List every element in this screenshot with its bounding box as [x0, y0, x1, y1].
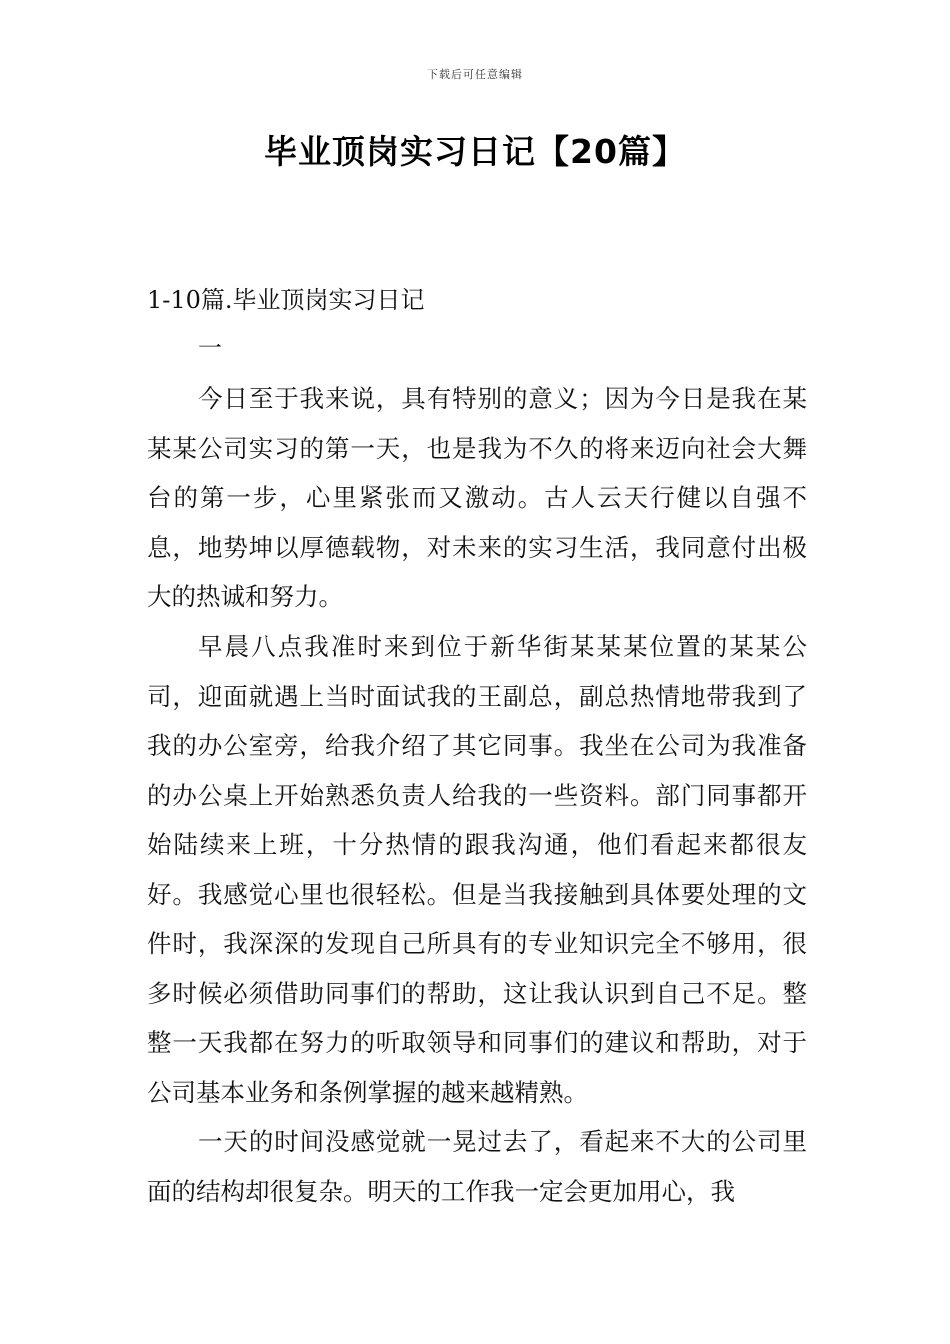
paragraph: 早晨八点我准时来到位于新华街某某某位置的某某公司，迎面就遇上当时面试我的王副总，副总热情地带我到了我的办公室旁，给我介绍了其它同事。我坐在公司为我准备的办公桌上开始熟悉负责人给我的一些资料。部门同事都开始陆续来上班，十分热情的跟我沟通，他们看起来都很友好。我感觉心里也很轻松。但是当我接触到具体要处理的文件时，我深深的发现自己所具有的专业知识完全不够用，很多时候必须借助同事们的帮助，这让我认识到自己不足。整整一天我都在努力的听取领导和同事们的建议和帮助，对于公司基本业务和条例掌握的越来越精熟。	[147, 632, 807, 1107]
header-note: 下载后可任意编辑	[427, 68, 523, 81]
section-heading: 1-10篇.毕业顶岗实习日记	[147, 286, 425, 314]
document-title: 毕业顶岗实习日记【20篇】	[264, 132, 686, 171]
paragraph: 今日至于我来说，具有特别的意义；因为今日是我在某某某公司实习的第一天，也是我为不久的将来迈向社会大舞台的第一步，心里紧张而又激动。古人云天行健以自强不息，地势坤以厚德载物，对未来的实习生活，我同意付出极大的热诚和努力。	[147, 384, 807, 611]
paragraph: 一天的时间没感觉就一晃过去了，看起来不大的公司里面的结构却很复杂。明天的工作我一定会更加用心，我	[147, 1127, 807, 1206]
part-number: 一	[198, 334, 222, 362]
